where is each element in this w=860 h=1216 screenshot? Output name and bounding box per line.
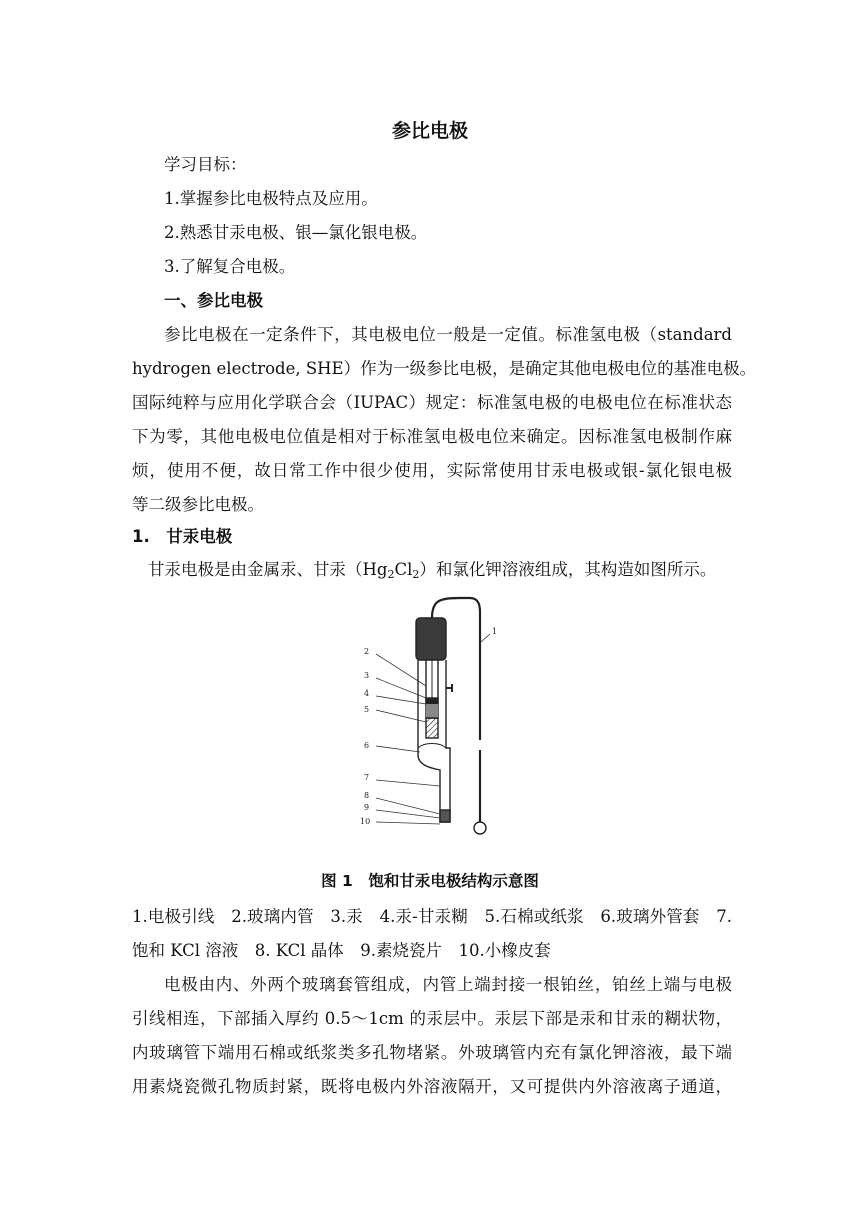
paragraph-line: 甘汞电极是由金属汞、甘汞$(Hg_2Cl_2)$和氯化钾溶液组成，其构造如图所示。 [148,560,717,581]
subsection-heading: 1. 甘汞电极 [132,527,233,546]
paragraph-line: 下为零，其他电极电位值是相对于标准氢电极电位来确定。因标准氢电极制作麻 [132,427,732,446]
figure-label: 7 [364,773,370,782]
objectives-heading: 学习目标： [164,155,247,174]
figure-label: 2 [364,647,370,656]
figure-label: 1 [492,627,498,636]
figure-label: 6 [364,741,370,750]
page-title: 参比电极 [391,120,468,142]
legend-line: 1.电极引线 2.玻璃内管 3.汞 4.汞-甘汞糊 5.石棉或纸浆 6.玻璃外管套 7. [132,907,732,926]
objective-item: 2.熟悉甘汞电极、银—氯化银电极。 [164,223,428,242]
figure-caption: 图 1 饱和甘汞电极结构示意图 [321,872,539,890]
paragraph-line: 内玻璃管下端用石棉或纸浆类多孔物堵紧。外玻璃管内充有氯化钾溶液，最下端 [132,1043,732,1062]
objective-item: 3.了解复合电极。 [164,257,296,276]
section-heading: 一、参比电极 [164,291,263,310]
paragraph-line: 国际纯粹与应用化学联合会（IUPAC）规定：标准氢电极的电极电位在标准状态 [132,393,732,412]
paragraph-line: 等二级参比电极。 [132,495,264,514]
legend-line: 饱和 KCl 溶液 8. KCl 晶体 9.素烧瓷片 10.小橡皮套 [132,941,551,960]
paragraph-line: 参比电极在一定条件下，其电极电位一般是一定值。标准氢电极（standard [164,325,732,344]
paragraph-line: 电极由内、外两个玻璃套管组成，内管上端封接一根铂丝，铂丝上端与电极 [164,975,732,994]
figure-label: 4 [364,689,370,698]
figure-label: 3 [364,671,370,680]
paragraph-line: 用素烧瓷微孔物质封紧，既将电极内外溶液隔开，又可提供内外溶液离子通道， [132,1077,732,1096]
figure-label: 5 [364,705,370,714]
figure-label: 10 [360,817,371,826]
paragraph-line: 引线相连，下部插入厚约 0.5～1cm 的汞层中。汞层下部是汞和甘汞的糊状物， [132,1009,732,1028]
figure-label: 8 [364,791,370,800]
figure-label: 9 [364,803,370,812]
objective-item: 1.掌握参比电极特点及应用。 [164,189,378,208]
calomel-electrode-figure [360,590,530,838]
paragraph-line: hydrogen electrode, SHE）作为一级参比电极，是确定其他电极电位的基准电极。 [132,359,757,378]
paragraph-line: 烦，使用不便，故日常工作中很少使用，实际常使用甘汞电极或银-氯化银电极 [132,461,732,480]
